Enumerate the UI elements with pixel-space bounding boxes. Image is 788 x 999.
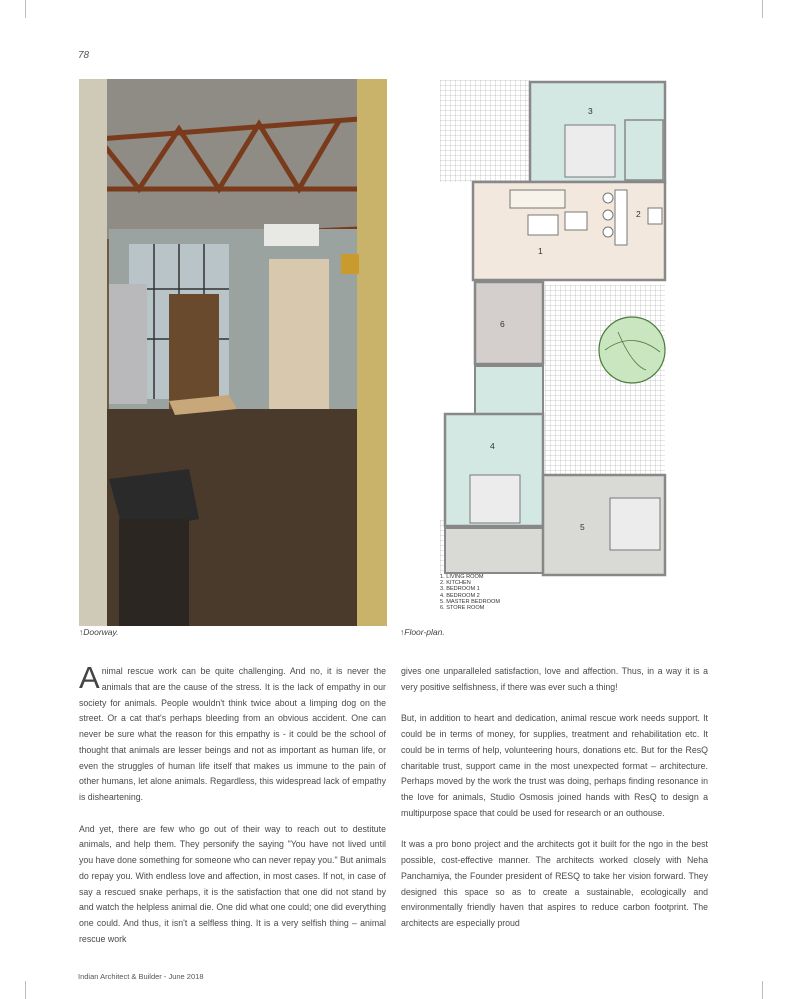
tree-icon	[599, 317, 665, 383]
room-number: 1	[538, 246, 543, 256]
crop-mark	[25, 981, 26, 999]
article-paragraph: But, in addition to heart and dedication, animal rescue work needs support. It could be in terms of money, for supplies, treatment and rehabilitation etc. It could be in terms of help, volunteering hours, donations etc. But for the ResQ charitable trust, support came in the most unexpected format – architecture. Perhaps moved by the work the trust was doing, perhaps finding resonance in the love for animals, Studio Osmosis joined hands with ResQ to design a multipurpose space that could be used for research or an outhouse.	[401, 713, 708, 818]
room-number: 3	[588, 106, 593, 116]
bathroom	[475, 366, 543, 414]
room-number: 5	[580, 522, 585, 532]
counter-icon	[615, 190, 627, 245]
stool-icon	[603, 193, 613, 203]
room-store	[475, 282, 543, 364]
deck-tiles	[440, 80, 530, 182]
legend-item: 3. BEDROOM 1	[440, 586, 480, 593]
bed-icon	[610, 498, 660, 550]
bed-icon	[565, 125, 615, 177]
caption-arrow-icon: ↑	[79, 627, 84, 637]
legend-item: 6. STORE ROOM	[440, 605, 485, 612]
legend-item: 1. LIVING ROOM	[440, 574, 484, 580]
article-paragraph: And yet, there are few who go out of their way to reach out to destitute animals, and help them. They personify the saying "You have not lived until you have done something for someone who can never repay you." But animals do repay you. With endless love and affection, in most cases. If not, in case of say a rescued snake perhaps, it is the satisfaction that one did not stand by and watch the helpless animal die. One did what one could; one did everything one could. And thus, it isn't a selfless thing. It is a very selfish thing – animal rescue work	[79, 823, 386, 944]
drop-cap: A	[79, 660, 100, 695]
bed-icon	[470, 475, 520, 523]
photo-caption: ↑Doorway.	[79, 627, 119, 637]
bathroom	[445, 528, 543, 573]
floorplan-caption: ↑Floor-plan.	[400, 627, 445, 637]
crop-mark	[762, 981, 763, 999]
legend-item: 5. MASTER BEDROOM	[440, 598, 500, 605]
room-living	[473, 182, 665, 280]
article-column-2	[401, 664, 708, 948]
room-number: 4	[490, 441, 495, 451]
room-number: 6	[500, 319, 505, 329]
crop-mark	[25, 0, 26, 18]
floorplan-legend	[440, 574, 500, 611]
article-paragraph: It was a pro bono project and the architects got it built for the ngo in the best possible, cost-effective manner. The architects worked closely with Neha Panchamiya, the Founder president of RESQ to take her vision forward. They designed this space so as to create a sustainable, ecologically and environmentally friendly haven that aspires to reduce carbon footprint. The architects are especially proud	[401, 839, 708, 928]
article-column-1	[79, 660, 386, 963]
floor-plan	[440, 80, 668, 580]
stool-icon	[603, 227, 613, 237]
article-paragraph: gives one unparalleled satisfaction, love and affection. Thus, in a way it is a very positive selfishness, if there was ever such a thing!	[401, 666, 708, 692]
sofa-icon	[510, 190, 565, 208]
bathroom	[625, 120, 663, 180]
stove-icon	[648, 208, 662, 224]
page-number: 78	[78, 50, 90, 61]
crop-mark	[762, 0, 763, 18]
chair-icon	[565, 212, 587, 230]
article-paragraph: Animal rescue work can be quite challenging. And no, it is never the animals that are the cause of the stress. It is the lack of empathy in our society for animals. People wouldn't think twice about a limping dog on the street. Or a cat that's perhaps bleeding from an obvious accident. One can never be sure what the reason for this empathy is - it could be the school of thought that animals are lesser beings and not as important as human life, or even the struggles of human life itself that makes us immune to the pain of other humans, let alone animals. Regardless, this widespread lack of empathy is disheartening.	[79, 660, 386, 802]
caption-arrow-icon: ↑	[400, 627, 405, 637]
page-footer: Indian Architect & Builder - June 2018	[78, 972, 204, 981]
stool-icon	[603, 210, 613, 220]
doorway-photo	[79, 79, 387, 626]
table-icon	[528, 215, 558, 235]
doorway-photo-illustration	[79, 79, 387, 626]
room-number: 2	[636, 209, 641, 219]
legend-item: 4. BEDROOM 2	[440, 592, 480, 599]
legend-item: 2. KITCHEN	[440, 580, 471, 587]
